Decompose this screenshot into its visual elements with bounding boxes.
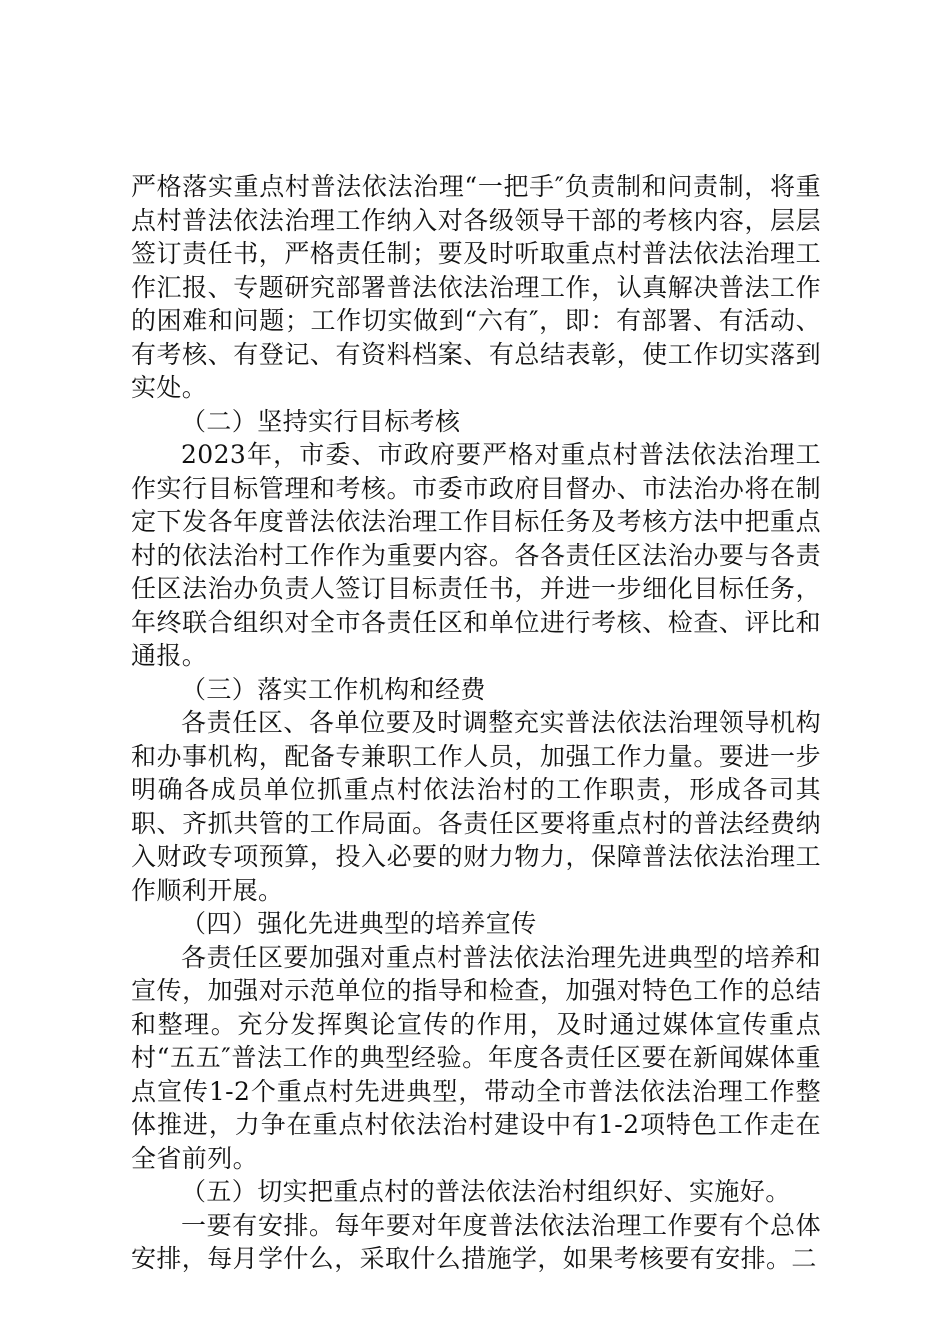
paragraph-institutions-funding: 各责任区、各单位要及时调整充实普法依法治理领导机构和办事机构，配备专兼职工作人员，加强工作力量。要进一步明确各成员单位抓重点村依法治村的工作职责，形成各司其职、齐抓共管的工作局面。各责任区要将重点村的普法经费纳入财政专项预算，投入必要的财力物力，保障普法依法治理工作顺利开展。: [131, 708, 821, 905]
section-heading-4: （四）强化先进典型的培养宣传: [181, 909, 537, 938]
section-heading-3: （三）落实工作机构和经费: [181, 674, 486, 704]
paragraph-target-assessment: 2023年，市委、市政府要严格对重点村普法依法治理工作实行目标管理和考核。市委市政府目督办、市法治办将在制定下发各年度普法依法治理工作目标任务及考核方法中把重点村的依法治村工作作为重要内容。各各责任区法治办要与各责任区法治办负责人签订目标责任书，并进一步细化目标任务，年终联合组织对全市各责任区和单位进行考核、检查、评比和通报。: [131, 440, 821, 670]
section-heading-5: （五）切实把重点村的普法依法治村组织好、实施好。: [181, 1177, 791, 1206]
paragraph-arrangement: 一要有安排。每年要对年度普法依法治理工作要有个总体安排，每月学什么，采取什么措施学，如果考核要有安排。二: [131, 1210, 821, 1273]
paragraph-responsibility: 严格落实重点村普法依法治理“一把手″负责制和问责制，将重点村普法依法治理工作纳入对各级领导干部的考核内容，层层签订责任书，严格责任制；要及时听取重点村普法依法治理工作汇报、专题研究部署普法依法治理工作，认真解决普法工作的困难和问题；工作切实做到“六有″，即：有部署、有活动、有考核、有登记、有资料档案、有总结表彰，使工作切实落到实处。: [131, 172, 821, 402]
paragraph-model-publicity: 各责任区要加强对重点村普法依法治理先进典型的培养和宣传，加强对示范单位的指导和检查，加强对特色工作的总结和整理。充分发挥舆论宣传的作用，及时通过媒体宣传重点村“五五″普法工作的典型经验。年度各责任区要在新闻媒体重点宣传1-2个重点村先进典型，带动全市普法依法治理工作整体推进，力争在重点村依法治村建设中有1-2项特色工作走在全省前列。: [131, 942, 821, 1173]
section-heading-2: （二）坚持实行目标考核: [181, 406, 461, 436]
document-body: [131, 170, 821, 1276]
